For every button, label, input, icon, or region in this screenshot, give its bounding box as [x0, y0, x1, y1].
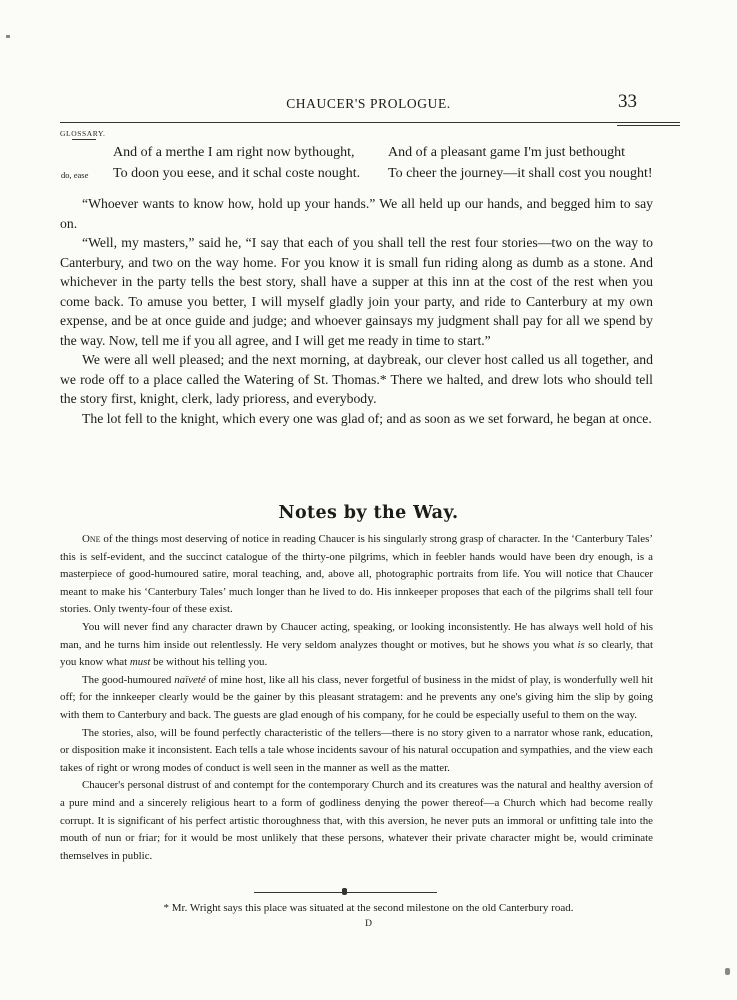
- notes-text-run: The good-humoured: [82, 673, 175, 686]
- glossary-rule: [72, 139, 96, 140]
- prose-text: [60, 194, 653, 428]
- notes-paragraph: [60, 672, 653, 725]
- page-number: 33: [618, 91, 637, 112]
- notes-paragraph: Chaucer's personal distrust of and contempt for the contemporary Church and its creatures was the natural and healthy aversion of a pure mind and a sincerely religious heart to a form of godliness denying the power thereof—a Church which had become really corrupt. It is significant of his perfect artistic thoroughness that, with this aversion, he never puts an immoral or unfitting tale into the mouth of nun or friar; for it would be most unlikely that these persons, whatever their private character might be, would criminate themselves in public.: [60, 779, 653, 862]
- notes-text-run: of the things most deserving of notice in reading Chaucer is his singularly strong grasp of character. In the ‘Canterbury Tales’ this is self-evident, and the succinct catalogue of the thirty-one pilgrims, which in feebler hands would have been dry enough, is a masterpiece of good-humoured satire, moral teaching, and, above all, photographic portraits from life. You will notice that Chaucer meant to make his ‘Canterbury Tales’ much longer than he lived to do. His innkeeper proposes that each of the pilgrims shall tell four stories. Only twenty-four of these exist.: [60, 533, 653, 616]
- emphasis: must: [129, 656, 151, 669]
- verse-modern-line: To cheer the journey—it shall cost you nought!: [388, 166, 653, 181]
- notes-paragraph: [60, 619, 653, 672]
- notes-text-run: You will never find any character drawn by Chaucer acting, speaking, or looking inconsistently. He has always well hold of his man, and he turns him inside out relentlessly. He very seldom analyzes thought or motives, but he shows you what: [60, 620, 653, 651]
- signature-mark: D: [365, 919, 372, 929]
- footnote-ornament: [342, 888, 347, 895]
- notes-text-run: of mine host, like all his class, never forgetful of business in the midst of play, is wonderfully well hit off; for the innkeeper clearly would be the gainer by this pleasant stratagem: and he prevents any one's giving him the slip by going with them to Canterbury and back. The guests are glad enough of his company, for he could be especially useful to them on the way.: [60, 673, 653, 721]
- drop-word: One: [82, 533, 101, 545]
- prose-paragraph: “Whoever wants to know how, hold up your hands.” We all held up our hands, and begged him to say on.: [60, 196, 653, 231]
- notes-text-run: be without his telling you.: [150, 656, 268, 669]
- notes-paragraph: [60, 531, 653, 619]
- running-head: CHAUCER'S PROLOGUE.: [286, 96, 451, 111]
- verse-original-line: To doon you eese, and it schal coste nought.: [113, 166, 361, 181]
- emphasis: naïveté: [174, 673, 206, 686]
- prose-paragraph: The lot fell to the knight, which every one was glad of; and as soon as we set forward, he began at once.: [82, 410, 652, 426]
- notes-paragraph: The stories, also, will be found perfectly characteristic of the tellers—there is no story given to a narrator whose rank, education, or disposition make it inconsistent. Each tells a tale whose incidents savour of his natural occupation and sympathies, and the view each takes of right or wrong modes of conduct is well seen in the manner as well as the matter.: [60, 726, 653, 774]
- paper-speck: [725, 968, 730, 975]
- notes-text: [60, 531, 653, 865]
- verse-modern-line: And of a pleasant game I'm just bethought: [388, 145, 625, 160]
- notes-text-run: so clearly, that you know what: [60, 638, 653, 669]
- header-rule: [60, 122, 680, 123]
- paper-speck: [6, 35, 10, 38]
- prose-paragraph: We were all well pleased; and the next morning, at daybreak, our clever host called us all together, and we rode off to a place called the Watering of St. Thomas.* There we halted, and drew lots who should tell the story first, knight, clerk, lady prioress, and everybody.: [60, 352, 653, 406]
- emphasis: is: [577, 638, 585, 651]
- prose-paragraph: “Well, my masters,” said he, “I say that each of you shall tell the rest four stories—two on the way to Canterbury, and two on the way home. For you know it is small fun riding along as dumb as a stone. And whichever in the party tells the best story, shall have a supper at this inn at the cost of the rest when you come back. To amuse you better, I will myself gladly join your party, and ride to Canterbury at my own expense, and be at once guide and judge; and whoever gainsays my judgment shall pay for all we spend by the way. Now, tell me if you all agree, and I will get me ready in time to start.”: [60, 235, 653, 348]
- notes-heading: Notes by the Way.: [278, 503, 459, 523]
- footnote: * Mr. Wright says this place was situated at the second milestone on the old Canterbury road.: [163, 902, 574, 914]
- glossary-label: GLOSSARY.: [60, 129, 106, 138]
- verse-original-line: And of a merthe I am right now bythought,: [113, 145, 355, 160]
- glossary-entry: do, ease: [61, 170, 89, 180]
- header-rule-short: [617, 125, 680, 126]
